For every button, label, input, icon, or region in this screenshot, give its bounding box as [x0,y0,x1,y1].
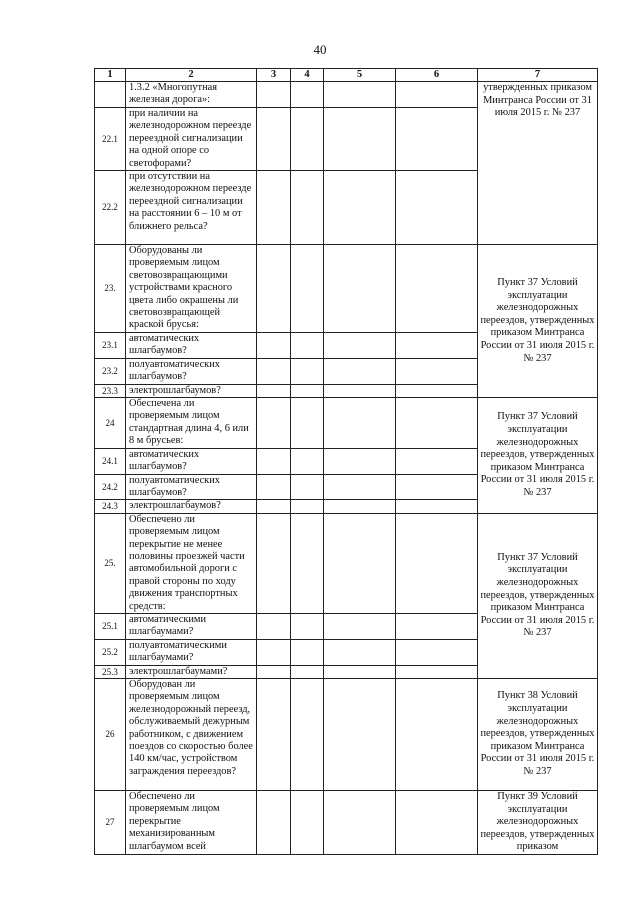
question-text: при отсутствии на железнодорожном переезде переездной сигнализации на расстоянии 6 – 10 м от ближнего рельса? [126,171,257,245]
question-text: электрошлагбаумов? [126,384,257,397]
header-col-5: 5 [324,69,396,82]
not-applicable-cell [324,500,396,513]
answer-no-cell [291,245,324,333]
header-col-4: 4 [291,69,324,82]
legal-reference: Пункт 37 Условий эксплуатации железнодорожных переездов, утвержденных приказом Минтранса России от 31 июля 2015 г. № 237 [478,398,598,514]
item-number: 24.2 [95,474,126,500]
header-col-1: 1 [95,69,126,82]
answer-no-cell [291,108,324,171]
answer-yes-cell [257,679,291,791]
comment-cell [396,333,478,359]
item-number: 22.2 [95,171,126,245]
answer-no-cell [291,639,324,665]
header-col-7: 7 [478,69,598,82]
comment-cell [396,108,478,171]
item-number: 23. [95,245,126,333]
not-applicable-cell [324,82,396,108]
item-number: 24 [95,398,126,449]
item-number: 22.1 [95,108,126,171]
answer-yes-cell [257,171,291,245]
not-applicable-cell [324,398,396,449]
header-col-3: 3 [257,69,291,82]
legal-reference: Пункт 39 Условий эксплуатации железнодорожных переездов, утвержденных приказом [478,791,598,855]
item-number: 23.3 [95,384,126,397]
answer-yes-cell [257,245,291,333]
table-row [95,791,598,855]
answer-no-cell [291,384,324,397]
answer-no-cell [291,791,324,855]
item-number: 25.1 [95,613,126,639]
answer-yes-cell [257,384,291,397]
question-text: полуавтоматическими шлагбаумами? [126,639,257,665]
question-text: Обеспечено ли проверяемым лицом перекрытие не менее половины проезжей части автомобильной дороги с правой стороны по ходу движения транспортных средств: [126,513,257,613]
item-number [95,82,126,108]
not-applicable-cell [324,665,396,678]
table-row [95,245,598,333]
answer-no-cell [291,613,324,639]
comment-cell [396,513,478,613]
table-row [95,679,598,791]
comment-cell [396,474,478,500]
not-applicable-cell [324,639,396,665]
answer-yes-cell [257,333,291,359]
legal-reference: Пункт 38 Условий эксплуатации железнодорожных переездов, утвержденных приказом Минтранса России от 31 июля 2015 г. № 237 [478,679,598,791]
answer-yes-cell [257,448,291,474]
not-applicable-cell [324,679,396,791]
answer-yes-cell [257,398,291,449]
comment-cell [396,245,478,333]
answer-yes-cell [257,474,291,500]
table-row [95,82,598,108]
answer-no-cell [291,474,324,500]
not-applicable-cell [324,791,396,855]
question-text: электрошлагбаумами? [126,665,257,678]
legal-reference: Пункт 37 Условий эксплуатации железнодорожных переездов, утвержденных приказом Минтранса России от 31 июля 2015 г. № 237 [478,513,598,678]
question-text: электрошлагбаумов? [126,500,257,513]
answer-yes-cell [257,639,291,665]
table-row [95,513,598,613]
answer-no-cell [291,448,324,474]
not-applicable-cell [324,108,396,171]
table-body [95,82,598,855]
answer-no-cell [291,171,324,245]
checklist-table [94,68,598,855]
question-text: Обеспечена ли проверяемым лицом стандартная длина 4, 6 или 8 м брусьев: [126,398,257,449]
not-applicable-cell [324,245,396,333]
answer-no-cell [291,333,324,359]
not-applicable-cell [324,474,396,500]
answer-no-cell [291,500,324,513]
comment-cell [396,665,478,678]
item-number: 23.1 [95,333,126,359]
comment-cell [396,384,478,397]
answer-yes-cell [257,82,291,108]
item-number: 25. [95,513,126,613]
item-number: 24.3 [95,500,126,513]
answer-no-cell [291,665,324,678]
not-applicable-cell [324,358,396,384]
not-applicable-cell [324,448,396,474]
comment-cell [396,639,478,665]
comment-cell [396,448,478,474]
not-applicable-cell [324,333,396,359]
not-applicable-cell [324,384,396,397]
not-applicable-cell [324,613,396,639]
item-number: 27 [95,791,126,855]
question-text: автоматических шлагбаумов? [126,333,257,359]
header-col-6: 6 [396,69,478,82]
answer-yes-cell [257,791,291,855]
answer-yes-cell [257,108,291,171]
answer-yes-cell [257,513,291,613]
question-text: автоматическими шлагбаумами? [126,613,257,639]
answer-no-cell [291,398,324,449]
question-text: полуавтоматических шлагбаумов? [126,358,257,384]
comment-cell [396,679,478,791]
question-text: Обеспечено ли проверяемым лицом перекрытие механизированным шлагбаумом всей [126,791,257,855]
comment-cell [396,398,478,449]
answer-no-cell [291,679,324,791]
answer-no-cell [291,358,324,384]
item-number: 25.3 [95,665,126,678]
item-number: 24.1 [95,448,126,474]
comment-cell [396,358,478,384]
comment-cell [396,613,478,639]
answer-yes-cell [257,613,291,639]
comment-cell [396,82,478,108]
question-text: полуавтоматических шлагбаумов? [126,474,257,500]
question-text: Оборудованы ли проверяемым лицом световозвращающими устройствами красного цвета либо окрашены ли световозвращающей краской брусья: [126,245,257,333]
question-text: Оборудован ли проверяемым лицом железнодорожный переезд, обслуживаемый дежурным работником, с движением поездов со скоростью более 140 км/час, устройством заграждения переездов? [126,679,257,791]
comment-cell [396,171,478,245]
answer-yes-cell [257,500,291,513]
header-col-2: 2 [126,69,257,82]
not-applicable-cell [324,513,396,613]
answer-no-cell [291,82,324,108]
item-number: 25.2 [95,639,126,665]
header-row [95,69,598,82]
answer-yes-cell [257,665,291,678]
comment-cell [396,791,478,855]
item-number: 23.2 [95,358,126,384]
comment-cell [396,500,478,513]
answer-no-cell [291,513,324,613]
legal-reference: утвержденных приказом Минтранса России от 31 июля 2015 г. № 237 [478,82,598,245]
answer-yes-cell [257,358,291,384]
question-text: при наличии на железнодорожном переезде переездной сигнализации на одной опоре со светофорами? [126,108,257,171]
page-number: 40 [313,42,327,57]
legal-reference: Пункт 37 Условий эксплуатации железнодорожных переездов, утвержденных приказом Минтранса России от 31 июля 2015 г. № 237 [478,245,598,398]
question-text: автоматических шлагбаумов? [126,448,257,474]
item-number: 26 [95,679,126,791]
table-row [95,398,598,449]
not-applicable-cell [324,171,396,245]
question-text: 1.3.2 «Многопутная железная дорога»: [126,82,257,108]
